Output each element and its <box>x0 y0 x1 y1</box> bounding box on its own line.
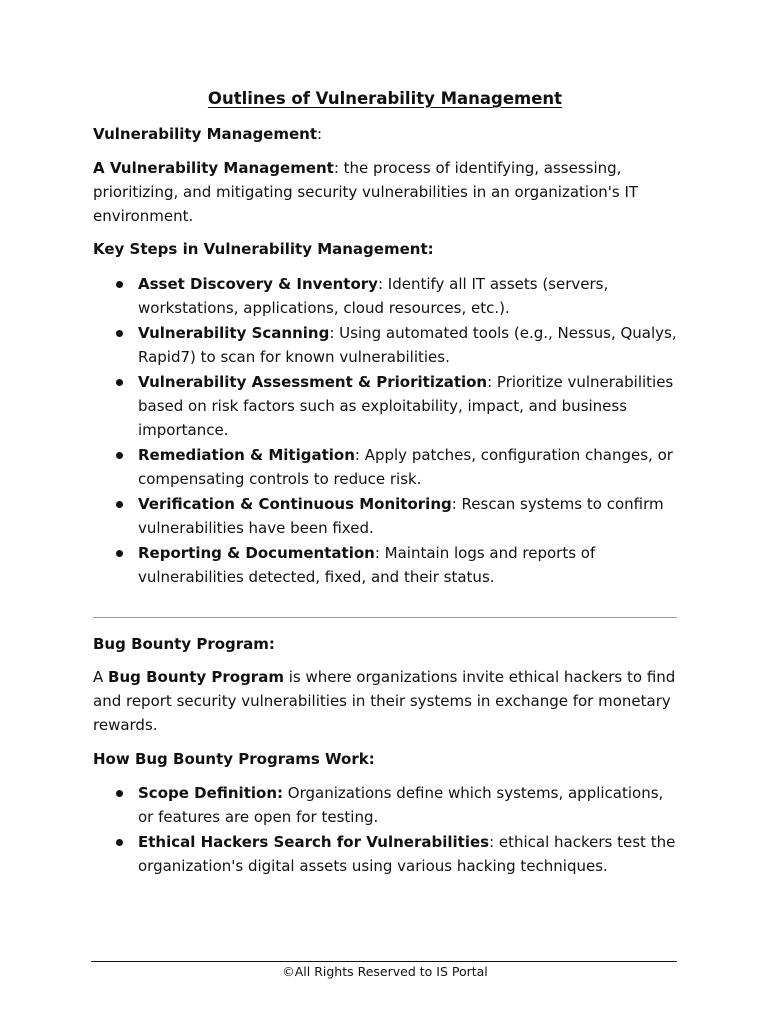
vm-heading-line <box>93 122 677 146</box>
bbp-heading: Bug Bounty Program: <box>93 635 275 653</box>
step-text: : Apply patches, configuration changes, or compensating controls to reduce risk. <box>138 446 673 488</box>
step-title: Ethical Hackers Search for Vulnerabilities <box>138 833 490 851</box>
step-text: Organizations define which systems, applications, or features are open for testing. <box>138 784 664 826</box>
bbp-definition-term: Bug Bounty Program <box>108 668 284 686</box>
step-text: : Identify all IT assets (servers, workstations, applications, cloud resources, etc.). <box>138 275 609 317</box>
step-title: Remediation & Mitigation <box>138 446 355 464</box>
list-item <box>93 492 677 540</box>
footer-copyright: ©All Rights Reserved to IS Portal <box>282 964 488 979</box>
step-text: : Maintain logs and reports of vulnerabilities detected, fixed, and their status. <box>138 544 596 586</box>
list-item <box>93 781 677 829</box>
list-item <box>93 272 677 320</box>
list-item <box>93 370 677 442</box>
list-item <box>93 321 677 369</box>
vm-steps-heading: Key Steps in Vulnerability Management: <box>93 240 434 258</box>
vm-definition <box>93 156 677 228</box>
list-item <box>93 541 677 589</box>
footer-divider <box>91 961 677 962</box>
step-title: Vulnerability Scanning <box>138 324 330 342</box>
step-title: Asset Discovery & Inventory <box>138 275 378 293</box>
bbp-definition-prefix: A <box>93 668 109 686</box>
vm-heading-suffix: : <box>317 125 323 143</box>
list-item <box>93 443 677 491</box>
step-title: Vulnerability Assessment & Prioritization <box>138 373 488 391</box>
bbp-definition-text: is where organizations invite ethical hackers to find and report security vulnerabilities in their systems in exchange for monetary rewards. <box>93 668 676 734</box>
page-title: Outlines of Vulnerability Management <box>207 89 563 108</box>
step-title: Verification & Continuous Monitoring <box>138 495 452 513</box>
step-text: : Rescan systems to confirm vulnerabilities have been fixed. <box>138 495 664 537</box>
step-text: : Using automated tools (e.g., Nessus, Qualys, Rapid7) to scan for known vulnerabilities. <box>138 324 677 366</box>
step-text: : Prioritize vulnerabilities based on risk factors such as exploitability, impact, and business importance. <box>138 373 674 439</box>
bbp-how-heading: How Bug Bounty Programs Work: <box>93 750 375 768</box>
vm-definition-text: : the process of identifying, assessing, prioritizing, and mitigating security vulnerabilities in an organization's IT environment. <box>93 159 639 225</box>
bbp-steps-list <box>93 781 677 879</box>
section-divider <box>93 617 677 618</box>
vm-heading: Vulnerability Management <box>93 125 318 143</box>
step-text: : ethical hackers test the organization's digital assets using various hacking techniques. <box>138 833 676 875</box>
step-title: Reporting & Documentation <box>138 544 375 562</box>
step-title: Scope Definition: <box>138 784 283 802</box>
vm-definition-term: A Vulnerability Management <box>93 159 334 177</box>
vm-steps-list <box>93 272 677 590</box>
bbp-definition <box>93 665 677 737</box>
document-page <box>93 0 677 1024</box>
list-item <box>93 830 677 878</box>
